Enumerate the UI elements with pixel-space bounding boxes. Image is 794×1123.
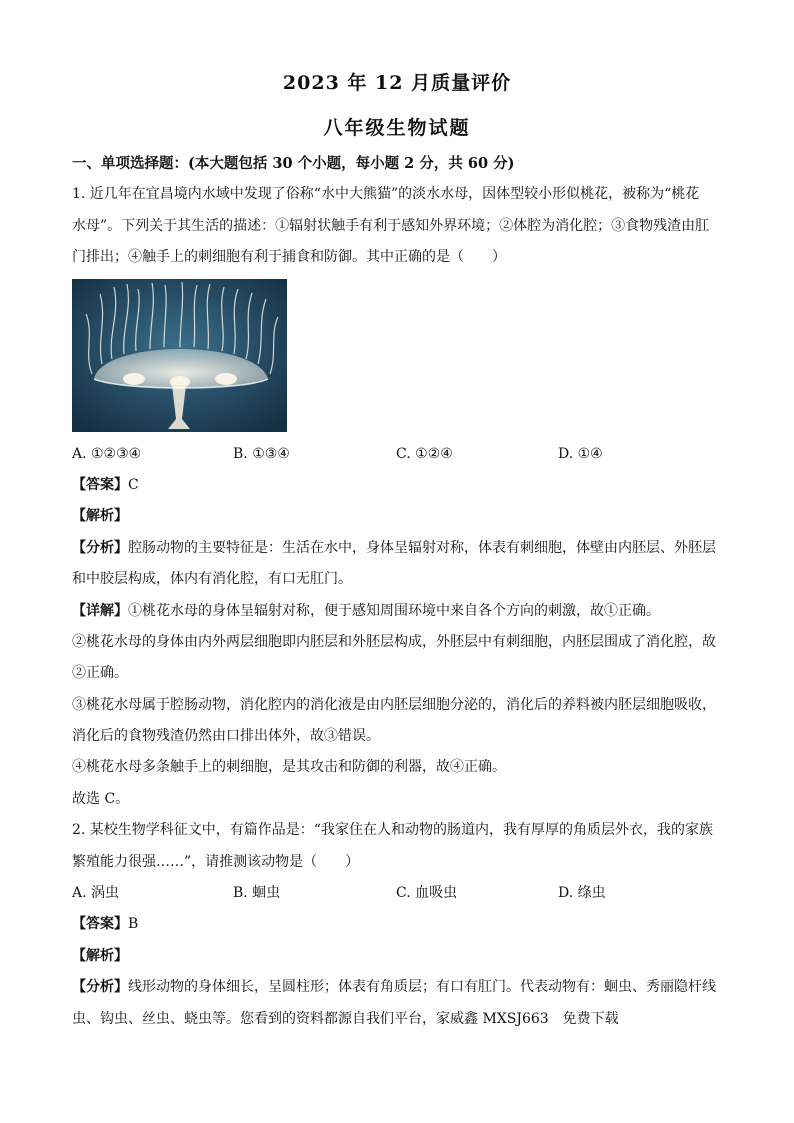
answer-value: B [128, 916, 139, 933]
analysis-text: 线形动物的身体细长，呈圆柱形；体表有角质层；有口有肛门。代表动物有：蛔虫、秀丽隐杆线 [128, 979, 716, 996]
q2-options [72, 878, 724, 909]
exam-subtitle: 八年级生物试题 [323, 117, 471, 139]
q1-detail-line: 故选 C。 [72, 790, 130, 807]
detail-label: 【详解】 [72, 602, 128, 619]
q1-analysis-line: 和中胶层构成，体内有消化腔，有口无肛门。 [72, 571, 352, 588]
q1-stem-line: 门排出；④触手上的刺细胞有利于捕食和防御。其中正确的是（ ） [72, 249, 506, 266]
answer-tag: 【答案】 [72, 916, 128, 933]
exam-title: 2023 年 12 月质量评价 [282, 72, 512, 94]
question-1 [72, 179, 724, 815]
answer-value: C [128, 476, 139, 493]
section-heading: 一、单项选择题：(本大题包括 30 个小题，每小题 2 分，共 60 分) [72, 155, 515, 172]
q1-option-b: B. ①③④ [233, 445, 290, 462]
q2-analysis-tag: 【解析】 [72, 947, 128, 964]
q2-stem-line: 繁殖能力很强……”，请推测该动物是（ ） [72, 853, 360, 870]
analysis-text: 腔肠动物的主要特征是：生活在水中，身体呈辐射对称，体表有刺细胞，体壁由内胚层、外胚层 [128, 539, 716, 556]
question-2 [72, 815, 724, 1035]
q2-answer [72, 909, 724, 940]
q1-detail-line: ②正确。 [72, 665, 128, 682]
q2-stem-line: 2. 某校生物学科征文中，有篇作品是：“我家住在人和动物的肠道内，我有厚厚的角质层外衣，我的家族 [72, 822, 713, 839]
exam-content [72, 148, 724, 1035]
q2-analysis-line [72, 972, 724, 1003]
q1-answer [72, 470, 724, 501]
q2-analysis-line: 虫、钩虫、丝虫、蛲虫等。您看到的资料都源自我们平台，家威鑫 MXSJ663 免费下载 [72, 1010, 619, 1027]
q1-analysis-line [72, 533, 724, 564]
q1-stem-line: 1. 近几年在宜昌境内水域中发现了俗称“水中大熊猫”的淡水水母，因体型较小形似桃花，被称为“桃花 [72, 186, 700, 203]
q1-stem-line: 水母”。下列关于其生活的描述：①辐射状触手有利于感知外界环境；②体腔为消化腔；③食物残渣由肛 [72, 217, 710, 234]
q2-option-d: D. 绦虫 [558, 885, 606, 902]
q1-detail-line [72, 596, 724, 627]
q1-option-a: A. ①②③④ [72, 445, 142, 462]
answer-tag: 【答案】 [72, 476, 128, 493]
q1-detail-line: ④桃花水母多条触手上的刺细胞，是其攻击和防御的利器，故④正确。 [72, 759, 506, 776]
detail-text: ①桃花水母的身体呈辐射对称，便于感知周围环境中来自各个方向的刺激，故①正确。 [128, 602, 660, 619]
analysis-label: 【分析】 [72, 979, 128, 996]
jellyfish-photo [72, 279, 287, 432]
q1-option-d: D. ①④ [558, 445, 603, 462]
q1-detail-line: ②桃花水母的身体由内外两层细胞即内胚层和外胚层构成，外胚层中有刺细胞，内胚层围成了消化腔，故 [72, 633, 716, 650]
analysis-label: 【分析】 [72, 539, 128, 556]
q1-option-c: C. ①②④ [396, 445, 453, 462]
jellyfish-illustration [72, 279, 287, 432]
q2-option-c: C. 血吸虫 [396, 885, 458, 902]
q2-option-a: A. 涡虫 [72, 885, 120, 902]
q1-analysis-tag: 【解析】 [72, 508, 128, 525]
q1-detail-line: ③桃花水母属于腔肠动物，消化腔内的消化液是由内胚层细胞分泌的，消化后的养料被内胚层细胞吸收， [72, 696, 716, 713]
q2-option-b: B. 蛔虫 [233, 885, 281, 902]
q1-detail-line: 消化后的食物残渣仍然由口排出体外，故③错误。 [72, 728, 380, 745]
q1-options [72, 439, 724, 470]
